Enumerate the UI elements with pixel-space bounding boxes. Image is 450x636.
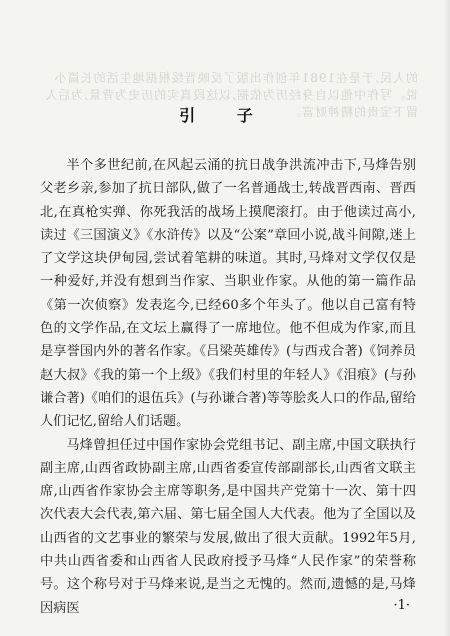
page-number: ·1· bbox=[393, 598, 410, 613]
body-text bbox=[40, 154, 416, 620]
paragraph-2: 马烽曾担任过中国作家协会党组书记、副主席,中国文联执行副主席,山西省政协副主席,山西省委宣传部副部长,山西省文联主席,山西省作家协会主席等职务,是中国共产党第十一次、第十四次代表大会代表,第六届、第七届全国人大代表。他为了全国以及山西省的文艺事业的繁荣与发展,做出了很大贡献。1992年5月,中共山西省委和山西省人民政府授予马烽“人民作家”的荣誉称号。这个称号对于马烽来说,是当之无愧的。然而,遗憾的是,马烽因病医 bbox=[40, 437, 416, 616]
page-edge-shadow bbox=[444, 0, 450, 636]
paragraph-1: 半个多世纪前,在风起云涌的抗日战争洪流冲击下,马烽告别父老乡亲,参加了抗日部队,做了一名普通战士,转战晋西南、晋西北,在真枪实弹、你死我活的战场上摸爬滚打。由于他读过高小,读过《三国演义》《水浒传》以及“公案”章回小说,战斗间隙,迷上了文学这块伊甸园,尝试着笔耕的味道。其时,马烽对文学仅仅是一种爱好,并没有想到当作家、当职业作家。从他的第一篇作品《第一次侦察》发表迄今,已经60多个年头了。他以自己富有特色的文学作品,在文坛上赢得了一席地位。他不但成为作家,而且是享誉国内外的著名作家。《吕梁英雄传》(与西戎合著)《饲养员赵大叔》《我的第一个上级》《我们村里的年轻人》《泪痕》(与孙谦合著)《咱们的退伍兵》(与孙谦合著)等等脍炙人口的作品,留给人们记忆,留给人们话题。 bbox=[40, 158, 416, 430]
reverse-side-bleed-text: 的人民,于是在1981年创作出版了反映晋绥根据地生活的长篇小说。写作中他以自身经历为依据,以这段真实的历史为背景,为后人留下宝贵的精神财富。 bbox=[44, 71, 418, 119]
chapter-title: 引 子 bbox=[179, 106, 271, 125]
